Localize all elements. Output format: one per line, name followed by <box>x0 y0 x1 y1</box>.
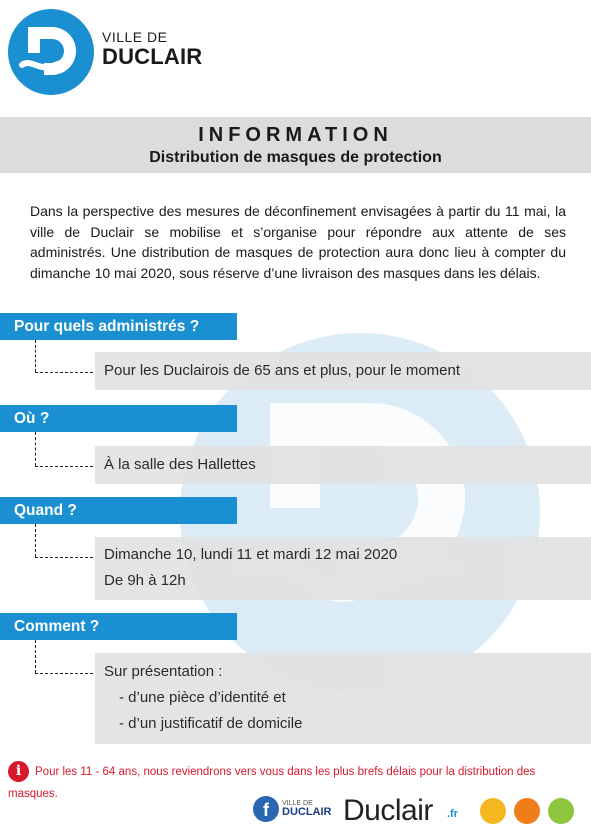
section-heading-how: Comment ? <box>0 613 237 640</box>
connector-horizontal <box>35 466 93 467</box>
app-icon <box>548 798 574 824</box>
answer-text: De 9h à 12h <box>104 572 186 589</box>
footer-fb-big: DUCLAIR <box>282 806 332 818</box>
answer-text: Pour les Duclairois de 65 ans et plus, pour le moment <box>104 362 461 379</box>
footer-brand-ext: .fr <box>447 808 458 820</box>
answer-box-how <box>95 653 591 744</box>
answer-box-where <box>95 446 591 484</box>
connector-horizontal <box>35 557 93 558</box>
connector-horizontal <box>35 673 93 674</box>
ville-de-duclair-logo <box>8 9 94 95</box>
page-subtitle: Distribution de masques de protection <box>149 149 442 166</box>
footer-brand-bar <box>250 792 591 832</box>
connector-vertical <box>35 640 36 673</box>
app-icon <box>480 798 506 824</box>
answer-sub-text: - d’un justificatif de domicile <box>119 715 303 732</box>
footer-fb-small: VILLE DE <box>282 800 313 807</box>
info-icon: i <box>8 761 29 782</box>
footnote-text: Pour les 11 - 64 ans, nous reviendrons vers vous dans les plus brefs délais pour la distribution des masques. <box>8 766 536 800</box>
answer-text: À la salle des Hallettes <box>104 456 256 473</box>
footer-brand: Duclair <box>343 794 433 827</box>
answer-box-when <box>95 537 591 600</box>
connector-vertical <box>35 524 36 557</box>
logo-wordmark <box>102 30 202 69</box>
connector-vertical <box>35 432 36 466</box>
logo-small-text: VILLE DE <box>102 29 168 45</box>
logo-big-text: DUCLAIR <box>102 44 203 69</box>
app-icon <box>514 798 540 824</box>
answer-sub-text: - d’une pièce d’identité et <box>119 689 286 706</box>
facebook-icon[interactable]: f <box>253 796 279 822</box>
intro-paragraph: Dans la perspective des mesures de déconfinement envisagées à partir du 11 mai, la ville de Duclair se mobilise et s’organise pour répondre aux attente de ses administrés. Une distribution de masques de protection aura donc lieu à compter du dimanche 10 mai 2020, sous réserve d’une livraison des masques dans les délais. <box>30 203 566 281</box>
answer-text: Sur présentation : <box>104 663 223 680</box>
title-band <box>0 117 591 173</box>
page-title: INFORMATION <box>198 124 393 146</box>
connector-horizontal <box>35 372 93 373</box>
connector-vertical <box>35 340 36 372</box>
answer-text: Dimanche 10, lundi 11 et mardi 12 mai 2020 <box>104 546 398 563</box>
section-heading-when: Quand ? <box>0 497 237 524</box>
section-heading-where: Où ? <box>0 405 237 432</box>
section-heading-who: Pour quels administrés ? <box>0 313 237 340</box>
answer-box-who <box>95 352 591 390</box>
